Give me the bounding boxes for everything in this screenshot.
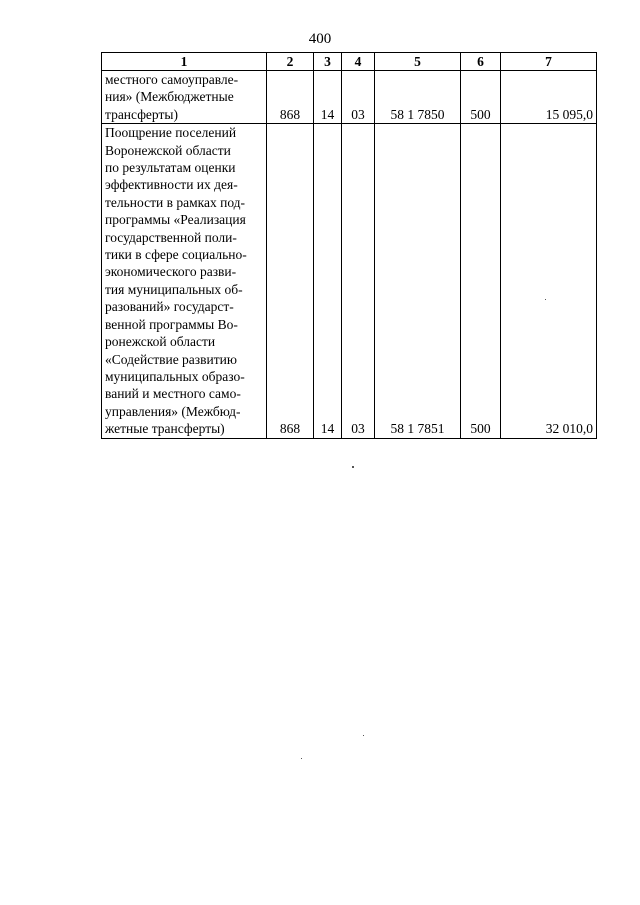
budget-table	[101, 52, 597, 439]
row-name: местного самоуправле- ния» (Межбюджетные трансферты)	[102, 71, 267, 124]
target-article-code: 58 1 7850	[375, 71, 461, 124]
column-header-2: 2	[267, 53, 314, 71]
target-article-code: 58 1 7851	[375, 124, 461, 438]
table-row	[102, 71, 597, 124]
section-code: 14	[314, 71, 342, 124]
amount: 15 095,0	[501, 71, 597, 124]
expense-type-code: 500	[461, 71, 501, 124]
page-number: 400	[308, 31, 332, 47]
row-name: Поощрение поселений Воронежской области по результатам оценки эффективности их дея- тельности в рамках под- программы «Реализация государственной поли- тики в сфере социально- экономического разви- тия муниципальных об- разований» государст- венной программы Во- ронежской области «Содействие развитию муниципальных образо- ваний и местного само- управления» (Межбюд- жетные трансферты)	[102, 124, 267, 438]
table-row	[102, 124, 597, 438]
subsection-code: 03	[342, 71, 375, 124]
column-header-3: 3	[314, 53, 342, 71]
column-header-4: 4	[342, 53, 375, 71]
subsection-code: 03	[342, 124, 375, 438]
column-header-6: 6	[461, 53, 501, 71]
amount: 32 010,0	[501, 124, 597, 438]
column-header-7: 7	[501, 53, 597, 71]
ministry-code: 868	[267, 71, 314, 124]
ministry-code: 868	[267, 124, 314, 438]
column-header-5: 5	[375, 53, 461, 71]
header-row	[102, 53, 597, 71]
section-code: 14	[314, 124, 342, 438]
expense-type-code: 500	[461, 124, 501, 438]
column-header-1: 1	[102, 53, 267, 71]
